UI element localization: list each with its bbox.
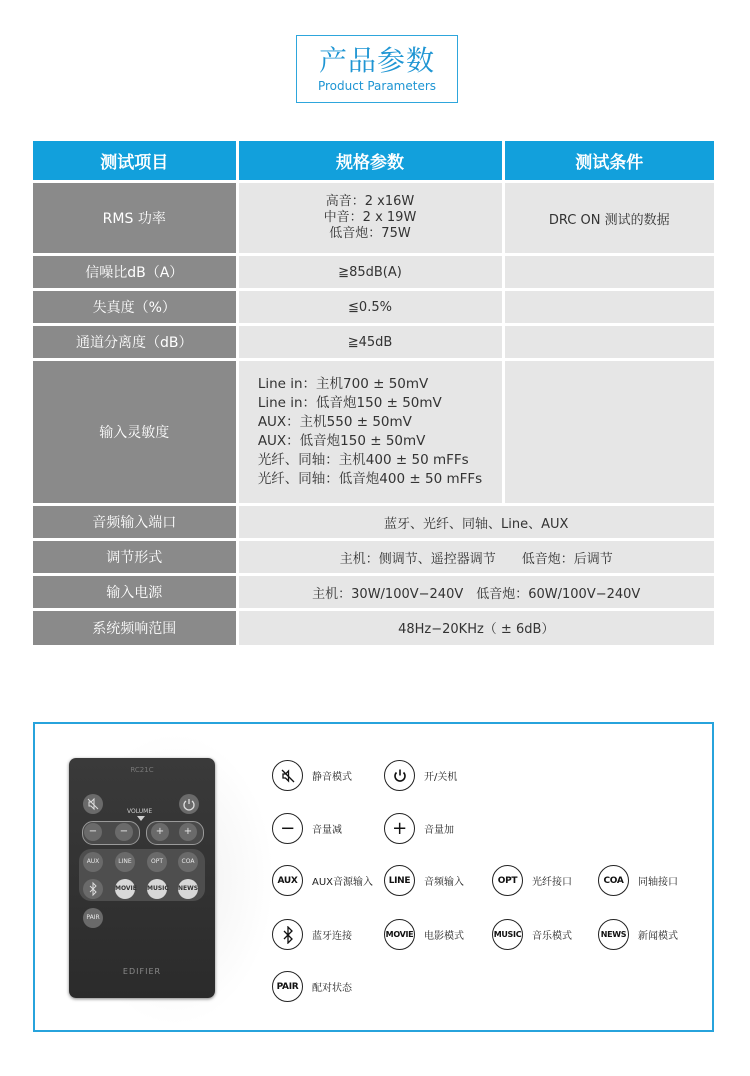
line-icon: LINE bbox=[384, 865, 415, 896]
row-condition bbox=[503, 325, 714, 360]
remote-bluetooth-icon bbox=[83, 879, 103, 899]
table-row bbox=[33, 360, 714, 505]
bluetooth-icon bbox=[272, 919, 303, 950]
value-line: 中音：2 x 19W bbox=[323, 210, 417, 225]
page-subtitle: Product Parameters bbox=[317, 79, 437, 93]
legend-pair-label: 配对状态 bbox=[312, 983, 352, 994]
opt-icon: OPT bbox=[492, 865, 523, 896]
table-row bbox=[33, 505, 714, 540]
remote-panel bbox=[33, 722, 714, 1032]
legend-news bbox=[598, 919, 678, 950]
row-label: 音频输入端口 bbox=[33, 505, 237, 540]
header-spec: 规格参数 bbox=[237, 141, 503, 182]
legend-vol-down bbox=[272, 813, 342, 844]
row-value: ≧45dB bbox=[237, 325, 503, 360]
row-condition: DRC ON 测试的数据 bbox=[503, 182, 714, 255]
legend-vol-up bbox=[384, 813, 454, 844]
legend-coa-label: 同轴接口 bbox=[638, 877, 678, 888]
legend-aux-label: AUX音源输入 bbox=[312, 877, 374, 888]
remote-control-image bbox=[69, 758, 215, 998]
legend-line-label: 音频输入 bbox=[424, 877, 464, 888]
legend-music bbox=[492, 919, 572, 950]
legend-aux bbox=[272, 865, 373, 896]
row-condition bbox=[503, 360, 714, 505]
row-value bbox=[237, 360, 503, 505]
legend-movie-label: 电影模式 bbox=[424, 931, 464, 942]
row-value: 主机：侧调节、遥控器调节 低音炮：后调节 bbox=[237, 540, 714, 575]
header-test-item: 测试项目 bbox=[33, 141, 237, 182]
remote-minus-button: − bbox=[115, 823, 133, 841]
remote-brand-logo: EDIFIER bbox=[122, 967, 162, 976]
legend-movie bbox=[384, 919, 464, 950]
remote-volume-label: VOLUME bbox=[127, 808, 153, 815]
legend-mute-label: 静音模式 bbox=[312, 772, 352, 783]
legend-bluetooth-label: 蓝牙连接 bbox=[312, 931, 352, 942]
legend-bluetooth bbox=[272, 919, 352, 950]
remote-plus-button: + bbox=[151, 823, 169, 841]
remote-movie-button: MOVIE bbox=[115, 879, 135, 899]
value-line: 低音炮：75W bbox=[329, 226, 411, 241]
legend-opt-label: 光纤接口 bbox=[532, 877, 572, 888]
legend-vol-down-label: 音量减 bbox=[312, 825, 342, 836]
remote-aux-button: AUX bbox=[83, 852, 103, 872]
value-line: Line in：主机700 ± 50mV bbox=[257, 376, 429, 392]
row-label: 调节形式 bbox=[33, 540, 237, 575]
row-condition bbox=[503, 255, 714, 290]
table-row bbox=[33, 290, 714, 325]
minus-icon: − bbox=[272, 813, 303, 844]
plus-icon: + bbox=[384, 813, 415, 844]
row-condition bbox=[503, 290, 714, 325]
remote-mute-icon bbox=[83, 794, 103, 814]
legend-vol-up-label: 音量加 bbox=[424, 825, 454, 836]
value-line: 光纤、同轴：主机400 ± 50 mFFs bbox=[257, 452, 469, 468]
table-row bbox=[33, 325, 714, 360]
row-value: 48Hz−20KHz（ ± 6dB） bbox=[237, 610, 714, 645]
value-line: Line in：低音炮150 ± 50mV bbox=[257, 395, 442, 411]
remote-news-button: NEWS bbox=[178, 879, 198, 899]
row-label: 输入电源 bbox=[33, 575, 237, 610]
table-row bbox=[33, 255, 714, 290]
news-icon: NEWS bbox=[598, 919, 629, 950]
row-value: 主机：30W/100V−240V 低音炮：60W/100V−240V bbox=[237, 575, 714, 610]
row-value: ≧85dB(A) bbox=[237, 255, 503, 290]
page-title: 产品参数 bbox=[318, 44, 435, 77]
remote-model: RC21C bbox=[130, 766, 154, 774]
value-line: AUX：低音炮150 ± 50mV bbox=[257, 433, 426, 449]
row-label: 系统频响范围 bbox=[33, 610, 237, 645]
coa-icon: COA bbox=[598, 865, 629, 896]
value-line: AUX：主机550 ± 50mV bbox=[257, 414, 412, 430]
table-row bbox=[33, 540, 714, 575]
header-condition: 测试条件 bbox=[503, 141, 714, 182]
remote-opt-button: OPT bbox=[147, 852, 167, 872]
row-value bbox=[237, 182, 503, 255]
row-label: 失真度（%） bbox=[33, 290, 237, 325]
legend-pair bbox=[272, 971, 352, 1002]
row-label: RMS 功率 bbox=[33, 182, 237, 255]
table-row bbox=[33, 182, 714, 255]
row-label: 通道分离度（dB） bbox=[33, 325, 237, 360]
table-row bbox=[33, 610, 714, 645]
legend-coa bbox=[598, 865, 678, 896]
remote-minus-button: − bbox=[84, 823, 102, 841]
power-icon bbox=[384, 760, 415, 791]
remote-coa-button: COA bbox=[178, 852, 198, 872]
remote-power-icon bbox=[179, 794, 199, 814]
remote-music-button: MUSIC bbox=[147, 879, 167, 899]
value-line: 高音：2 x16W bbox=[325, 194, 415, 209]
page-title-box bbox=[296, 35, 458, 103]
legend-line bbox=[384, 865, 464, 896]
legend-music-label: 音乐模式 bbox=[532, 931, 572, 942]
remote-line-button: LINE bbox=[115, 852, 135, 872]
legend-power bbox=[384, 760, 457, 791]
mute-icon bbox=[272, 760, 303, 791]
movie-icon: MOVIE bbox=[384, 919, 415, 950]
row-value: 蓝牙、光纤、同轴、Line、AUX bbox=[237, 505, 714, 540]
aux-icon: AUX bbox=[272, 865, 303, 896]
spec-table bbox=[33, 141, 714, 645]
table-row bbox=[33, 575, 714, 610]
value-line: 光纤、同轴：低音炮400 ± 50 mFFs bbox=[257, 471, 483, 487]
remote-volume-arrow-icon bbox=[137, 816, 145, 821]
row-label: 输入灵敏度 bbox=[33, 360, 237, 505]
remote-pair-button: PAIR bbox=[83, 908, 103, 928]
remote-plus-button: + bbox=[179, 823, 197, 841]
legend-opt bbox=[492, 865, 572, 896]
music-icon: MUSIC bbox=[492, 919, 523, 950]
legend-mute bbox=[272, 760, 352, 791]
legend-news-label: 新闻模式 bbox=[638, 931, 678, 942]
table-header-row bbox=[33, 141, 714, 182]
row-value: ≦0.5% bbox=[237, 290, 503, 325]
pair-icon: PAIR bbox=[272, 971, 303, 1002]
legend-power-label: 开/关机 bbox=[424, 772, 458, 783]
row-label: 信噪比dB（A） bbox=[33, 255, 237, 290]
